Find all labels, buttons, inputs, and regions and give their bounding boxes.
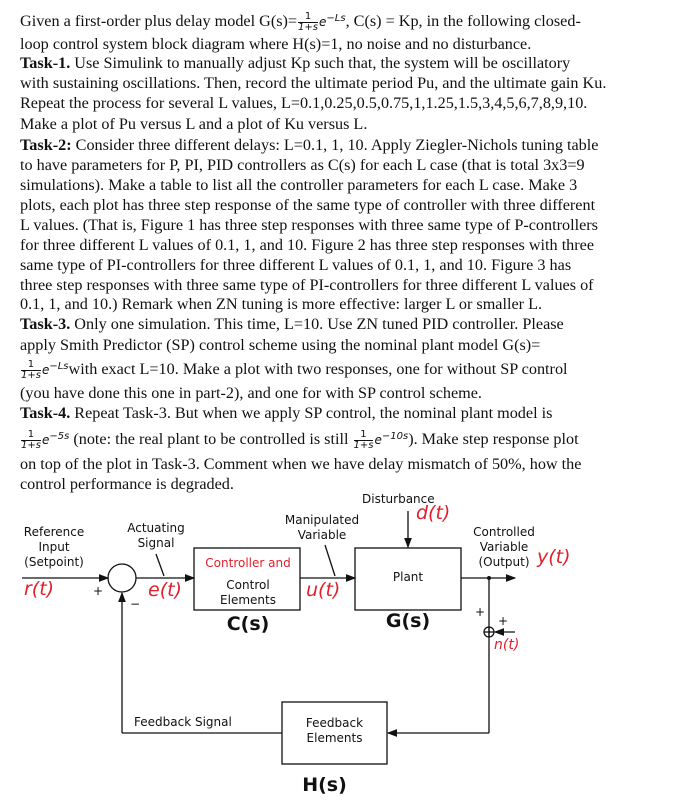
controller-label: Controller and (205, 556, 291, 570)
text-line: three step responses with three same type of PI-controllers for three different L values of (20, 276, 594, 294)
text-line: to have parameters for P, PI, PID controllers as C(s) for each L case (that is total 3x3=9 (20, 156, 585, 174)
manipulated-variable-label: Manipulated Variable (284, 513, 360, 542)
text-line: $\frac{1}{1+s}$ $e^{-Ls}with$ exact L=10. Make a plot with two responses, one for without SP control (21, 358, 568, 381)
text-line: Task-3. Only one simulation. This time, L=10. Use ZN tuned PID controller. Please (20, 315, 564, 333)
d-signal: d(t) (416, 502, 451, 524)
feedback-signal-label: Feedback Signal (134, 715, 232, 729)
fraction: $\frac{1}{1+s}$ (298, 10, 318, 33)
text-line: Repeat the process for several L values, L=0.1,0.25,0.5,0.75,1,1.25,1.5,3,4,5,6,7,8,9,10. (20, 94, 588, 112)
text-line: (you have done this one in part-2), and one for with SP control scheme. (20, 384, 482, 402)
r-signal: r(t) (24, 578, 55, 600)
text-line: apply Smith Predictor (SP) control scheme using the nominal plant model G(s)= (20, 336, 541, 354)
text-line: 0.1, 1, and 10.) Remark when ZN tuning is more effective: larger L or smaller L. (20, 295, 543, 313)
summing-junction (108, 564, 136, 592)
u-signal: u(t) (306, 579, 341, 601)
text-line: Task-1. Use Simulink to manually adjust Kp such that, the system will be oscillatory (20, 54, 571, 72)
text-line: Given a first-order plus delay model G(s)= $\frac{1}{1+s}$ $e^{-Ls}$, C(s) = Kp, in the following closed- (20, 10, 581, 33)
manipulated-pointer (325, 545, 335, 576)
actuating-signal-label: Actuating Signal (127, 521, 185, 550)
controller-label-2: Control Elements (220, 578, 276, 607)
minus-sign: − (130, 597, 141, 611)
e-signal: e(t) (148, 579, 182, 601)
text-line: control performance is degraded. (20, 475, 234, 493)
y-signal: y(t) (537, 546, 571, 568)
feedback-elements-label: Feedback Elements (305, 716, 364, 745)
c-s-label: C(s) (226, 613, 270, 635)
fraction: $\frac{1}{1+s}$ (353, 428, 374, 451)
controlled-variable-label: Controlled Variable (Output) (473, 525, 535, 569)
text-line: Task-2: Consider three different delays: L=0.1, 1, 10. Apply Ziegler-Nichols tuning table (20, 136, 599, 154)
reference-input-label: Reference Input (Setpoint) (23, 525, 85, 569)
plus-sign: + (475, 605, 486, 619)
plus-sign: + (93, 584, 104, 598)
text-line: Make a plot of Pu versus L and a plot of Ku versus L. (20, 115, 368, 133)
text-line: on top of the plot in Task-3. Comment when we have delay mismatch of 50%, how the (20, 455, 582, 473)
text-line: simulations). Make a table to list all the controller parameters for each L case. Make 3 (20, 176, 578, 194)
n-signal: n(t) (494, 637, 520, 653)
fraction: $\frac{1}{1+s}$ (21, 358, 41, 381)
plus-sign: + (498, 614, 509, 628)
plant-label: Plant (392, 570, 424, 584)
text-line: with sustaining oscillations. Then, record the ultimate period Pu, and the ultimate gain Ku. (20, 74, 607, 92)
text-line: loop control system block diagram where H(s)=1, no noise and no disturbance. (20, 35, 532, 53)
text-line: L values. (That is, Figure 1 has three step responses with three same type of P-controllers (20, 216, 598, 234)
fraction: $\frac{1}{1+s}$ (21, 428, 41, 451)
text-line: Task-4. Repeat Task-3. But when we apply SP control, the nominal plant model is (20, 404, 553, 422)
h-s-label: H(s) (302, 774, 347, 796)
text-line: for three different L values of 0.1, 1, and 10. Figure 2 has three step responses with three (20, 236, 595, 254)
text-line: plots, each plot has three step response of the same type of controller with three different (20, 196, 596, 214)
actuating-pointer (156, 554, 164, 576)
disturbance-label: Disturbance (362, 492, 435, 506)
text-line: same type of PI-controllers for three different L values of 0.1, 1, and 10. Figure 3 has (20, 256, 572, 274)
g-s-label: G(s) (385, 610, 431, 632)
text-line: $\frac{1}{1+s}$ $e^{-5s}$ (note: the real plant to be controlled is still $\frac{1}{1+s}$ $e^{-10s}$). Make step response plot (21, 428, 579, 451)
